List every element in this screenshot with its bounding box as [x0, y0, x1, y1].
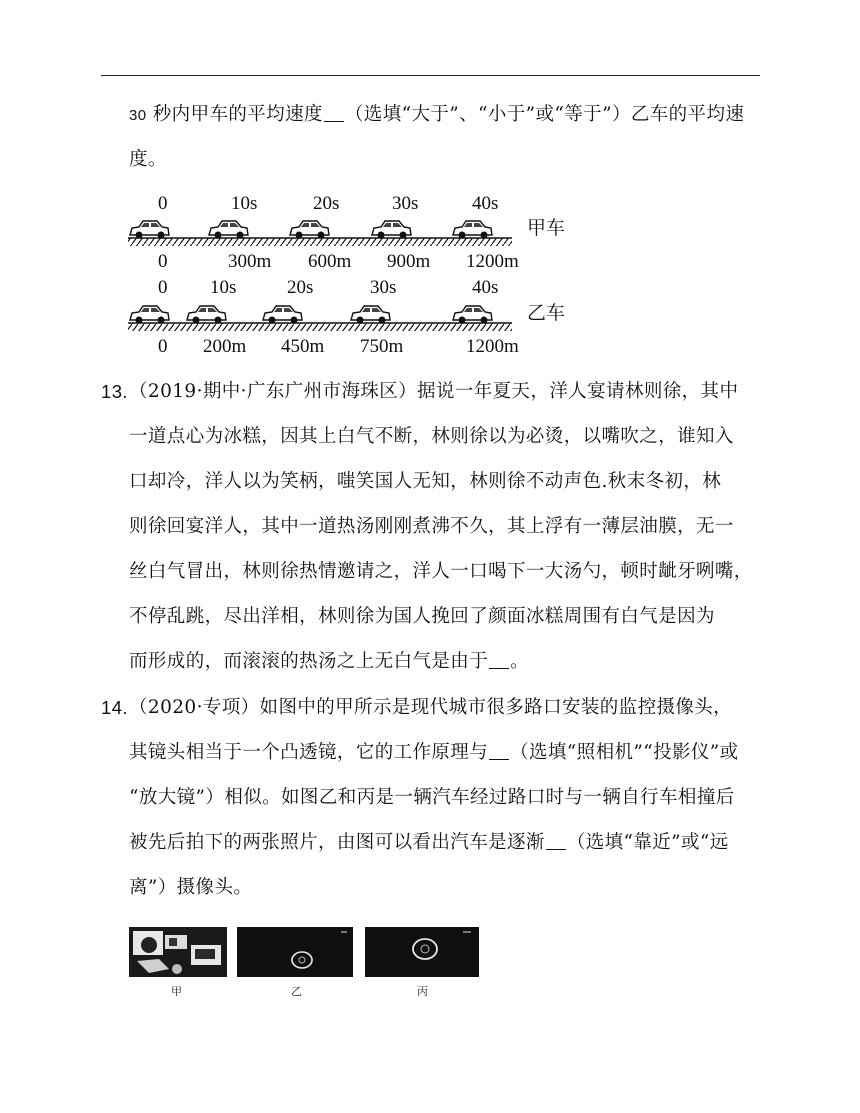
- jia-time-4: 40s: [472, 193, 499, 214]
- q14-line-4: [129, 831, 729, 855]
- q14-line-2b: （选填“照相机”“投影仪”或: [510, 742, 739, 763]
- jia-time-1: 10s: [231, 193, 258, 214]
- q13-number: 13.: [101, 381, 128, 402]
- jia-label: 甲车: [527, 217, 566, 239]
- photo-label-yi: 乙: [291, 985, 302, 998]
- yi-dist-2: 450m: [281, 336, 325, 357]
- yi-time-2: 20s: [287, 277, 314, 298]
- jia-time-3: 30s: [392, 193, 419, 214]
- jia-dist-1: 300m: [228, 251, 272, 272]
- photo-jia: [129, 927, 227, 977]
- jia-dist-2: 600m: [308, 251, 352, 272]
- yi-time-0: 0: [158, 277, 168, 298]
- yi-dist-1: 200m: [203, 336, 247, 357]
- jia-dist-3: 900m: [387, 251, 431, 272]
- answer-blank-1[interactable]: [324, 103, 344, 122]
- row-jia: [128, 193, 565, 272]
- q13-line-6: 不停乱跳，尽出洋相，林则徐为国人挽回了颜面冰糕周围有白气是因为: [129, 606, 715, 627]
- photo-label-bing: 丙: [417, 985, 428, 998]
- photo-bing: [365, 927, 479, 977]
- q13-line-4: 则徐回宴洋人，其中一道热汤刚刚煮沸不久，其上浮有一薄层油膜，无一: [129, 516, 734, 537]
- jia-time-2: 20s: [313, 193, 340, 214]
- q14-line-3: “放大镜”）相似。如图乙和丙是一辆汽车经过路口时与一辆自行车相撞后: [129, 787, 735, 808]
- q13-line-2: 一道点心为冰糕，因其上白气不断，林则徐以为必烫，以嘴吹之，谁知入: [129, 426, 734, 447]
- header-rule: [101, 75, 760, 76]
- q13-last-text: 而形成的，而滚滚的热汤之上无白气是由于: [129, 651, 489, 672]
- answer-blank-3[interactable]: [489, 741, 509, 760]
- q13-line-5: 丝白气冒出，林则徐热情邀请之，洋人一口喝下一大汤勺，顿时龇牙咧嘴，: [129, 561, 753, 582]
- q14-line-2a: 其镜头相当于一个凸透镜，它的工作原理与: [129, 742, 489, 763]
- jia-dist-0: 0: [158, 251, 168, 272]
- car-icon: [209, 221, 248, 239]
- car-icon: [372, 221, 411, 239]
- q12-text-b: （选填“大于”、“小于”或“等于”）乙车的平均速: [344, 104, 745, 125]
- car-icon: [187, 306, 226, 324]
- yi-time-4: 40s: [472, 277, 499, 298]
- yi-time-3: 30s: [370, 277, 397, 298]
- q12-line-1: [129, 103, 744, 128]
- car-icon: [263, 306, 302, 324]
- q12-number-30: 30: [129, 107, 147, 124]
- q14-line-4a: 被先后拍下的两张照片，由图可以看出汽车是逐渐: [129, 832, 545, 853]
- yi-dist-3: 750m: [360, 336, 404, 357]
- q13-line-1: （2019·期中·广东广州市海珠区）据说一年夏天，洋人宴请林则徐，其中: [129, 381, 739, 402]
- q14-line-4b: （选填“靠近”或“远: [566, 832, 729, 853]
- photo-yi: [237, 927, 353, 977]
- car-icon: [130, 306, 169, 324]
- q13-last-period: 。: [510, 651, 530, 672]
- q14-line-5: 离”）摄像头。: [129, 877, 253, 898]
- yi-dist-0: 0: [158, 336, 168, 357]
- q13-line-7: [129, 650, 529, 674]
- car-icon: [130, 221, 169, 239]
- car-icon: [290, 221, 329, 239]
- car-motion-figure: [120, 188, 566, 358]
- car-icon: [351, 306, 390, 324]
- camera-photos-figure: [129, 925, 489, 1005]
- yi-dist-4: 1200m: [466, 336, 519, 357]
- car-icon: [453, 221, 492, 239]
- q12-text-a: 秒内甲车的平均速度: [152, 104, 323, 125]
- q12-line-2: 度。: [129, 149, 167, 170]
- q14-line-1: （2020·专项）如图中的甲所示是现代城市很多路口安装的监控摄像头，: [129, 697, 733, 718]
- answer-blank-2[interactable]: [489, 650, 509, 669]
- jia-time-0: 0: [158, 193, 168, 214]
- q14-line-2: [129, 741, 739, 765]
- yi-time-1: 10s: [210, 277, 237, 298]
- photo-label-jia: 甲: [171, 985, 182, 998]
- car-icon: [453, 306, 492, 324]
- yi-label: 乙车: [527, 302, 566, 324]
- q13-line-3: 口却冷，洋人以为笑柄，嗤笑国人无知，林则徐不动声色.秋末冬初，林: [129, 471, 722, 492]
- row-yi: [128, 277, 565, 357]
- answer-blank-4[interactable]: [546, 831, 566, 850]
- jia-dist-4: 1200m: [466, 251, 519, 272]
- q14-number: 14.: [101, 697, 128, 718]
